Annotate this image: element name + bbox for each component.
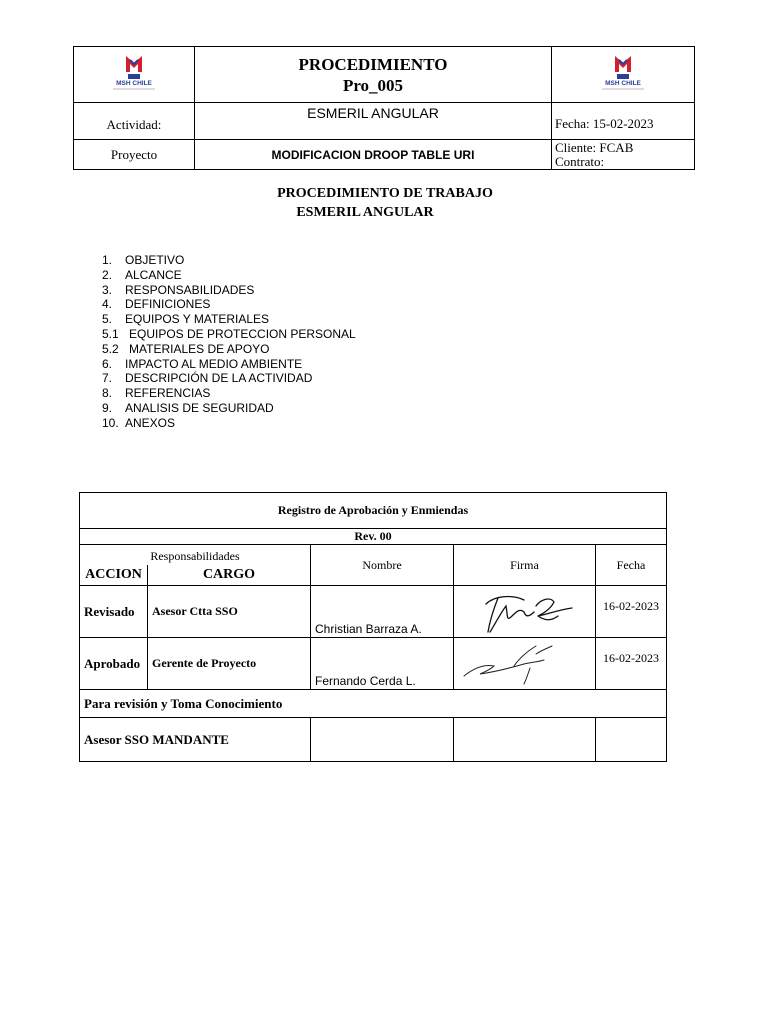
toc-item	[102, 416, 356, 431]
toc-label: DEFINICIONES	[125, 297, 211, 312]
svg-text:MSH CHILE: MSH CHILE	[605, 80, 641, 87]
client-value: Cliente: FCAB	[555, 139, 634, 155]
toc-number: 8.	[102, 386, 113, 401]
toc-label: ANALISIS DE SEGURIDAD	[125, 400, 274, 415]
table-of-contents	[102, 253, 356, 431]
toc-number: 7.	[102, 371, 113, 386]
date-column-header: Fecha	[596, 545, 667, 586]
toc-number: 3.	[102, 282, 113, 297]
contract-value: Contrato:	[555, 153, 605, 169]
position-column-header: CARGO	[148, 565, 311, 586]
revision-number: Rev. 00	[80, 529, 667, 545]
responsibilities-header: Responsabilidades	[80, 545, 311, 565]
title-cell	[195, 47, 552, 103]
toc-label: IMPACTO AL MEDIO AMBIENTE	[125, 356, 303, 371]
logo-left-cell	[74, 47, 195, 103]
activity-value: ESMERIL ANGULAR	[195, 103, 552, 140]
project-label: Proyecto	[74, 140, 195, 170]
toc-label: RESPONSABILIDADES	[125, 282, 255, 297]
toc-label: REFERENCIAS	[125, 386, 211, 401]
document-title-line2: ESMERIL ANGULAR	[296, 205, 434, 220]
msh-chile-logo	[99, 52, 169, 92]
name-cell: Christian Barraza A.	[311, 586, 454, 638]
toc-item	[102, 357, 356, 372]
toc-label: DESCRIPCIÓN DE LA ACTIVIDAD	[125, 371, 313, 386]
toc-number: 5.	[102, 312, 113, 327]
toc-item	[102, 342, 356, 357]
toc-number: 5.2	[102, 341, 119, 356]
toc-number: 10.	[102, 415, 119, 430]
toc-item	[102, 312, 356, 327]
logo-right-cell	[552, 47, 695, 103]
signature-cell	[454, 638, 596, 690]
signature-column-header: Firma	[454, 545, 596, 586]
toc-item	[102, 327, 356, 342]
toc-item	[102, 253, 356, 268]
date-cell: 16-02-2023	[596, 638, 667, 690]
toc-item	[102, 283, 356, 298]
toc-label: MATERIALES DE APOYO	[129, 341, 270, 356]
toc-item	[102, 371, 356, 386]
signature-cell	[454, 586, 596, 638]
toc-item	[102, 386, 356, 401]
mandante-label: Asesor SSO MANDANTE	[80, 718, 311, 762]
position-cell: Gerente de Proyecto	[148, 638, 311, 690]
msh-chile-logo	[588, 52, 658, 92]
doc-code: Pro_005	[342, 75, 404, 95]
signature-icon	[454, 638, 595, 689]
date-value: Fecha: 15-02-2023	[552, 103, 695, 140]
name-column-header: Nombre	[311, 545, 454, 586]
toc-label: OBJETIVO	[125, 253, 185, 267]
approval-table	[79, 492, 667, 762]
toc-number: 6.	[102, 356, 113, 371]
review-label: Para revisión y Toma Conocimiento	[80, 690, 667, 718]
toc-number: 5.1	[102, 326, 119, 341]
signature-icon	[454, 586, 595, 637]
client-cell	[552, 140, 695, 170]
date-cell: 16-02-2023	[596, 586, 667, 638]
toc-label: EQUIPOS DE PROTECCION PERSONAL	[129, 326, 356, 341]
doc-type-title: PROCEDIMIENTO	[298, 54, 448, 74]
document-title	[190, 184, 580, 222]
action-column-header: ACCION	[80, 565, 148, 586]
mandante-signature-cell	[454, 718, 596, 762]
toc-item	[102, 401, 356, 416]
mandante-name-cell	[311, 718, 454, 762]
toc-number: 1.	[102, 253, 113, 267]
toc-item	[102, 268, 356, 283]
svg-text:MSH CHILE: MSH CHILE	[116, 80, 152, 87]
toc-label: EQUIPOS Y MATERIALES	[125, 312, 270, 327]
toc-label: ALCANCE	[125, 267, 182, 282]
action-cell: Aprobado	[80, 638, 148, 690]
activity-label: Actividad:	[74, 103, 195, 140]
name-cell: Fernando Cerda L.	[311, 638, 454, 690]
action-cell: Revisado	[80, 586, 148, 638]
project-value: MODIFICACION DROOP TABLE URI	[195, 140, 552, 170]
header-table	[73, 46, 695, 170]
position-cell: Asesor Ctta SSO	[148, 586, 311, 638]
approval-title: Registro de Aprobación y Enmiendas	[80, 493, 667, 529]
toc-number: 2.	[102, 267, 113, 282]
toc-number: 4.	[102, 297, 113, 312]
toc-number: 9.	[102, 400, 113, 415]
document-title-line1: PROCEDIMIENTO DE TRABAJO	[277, 186, 493, 201]
mandante-date-cell	[596, 718, 667, 762]
toc-item	[102, 297, 356, 312]
toc-label: ANEXOS	[125, 415, 176, 430]
